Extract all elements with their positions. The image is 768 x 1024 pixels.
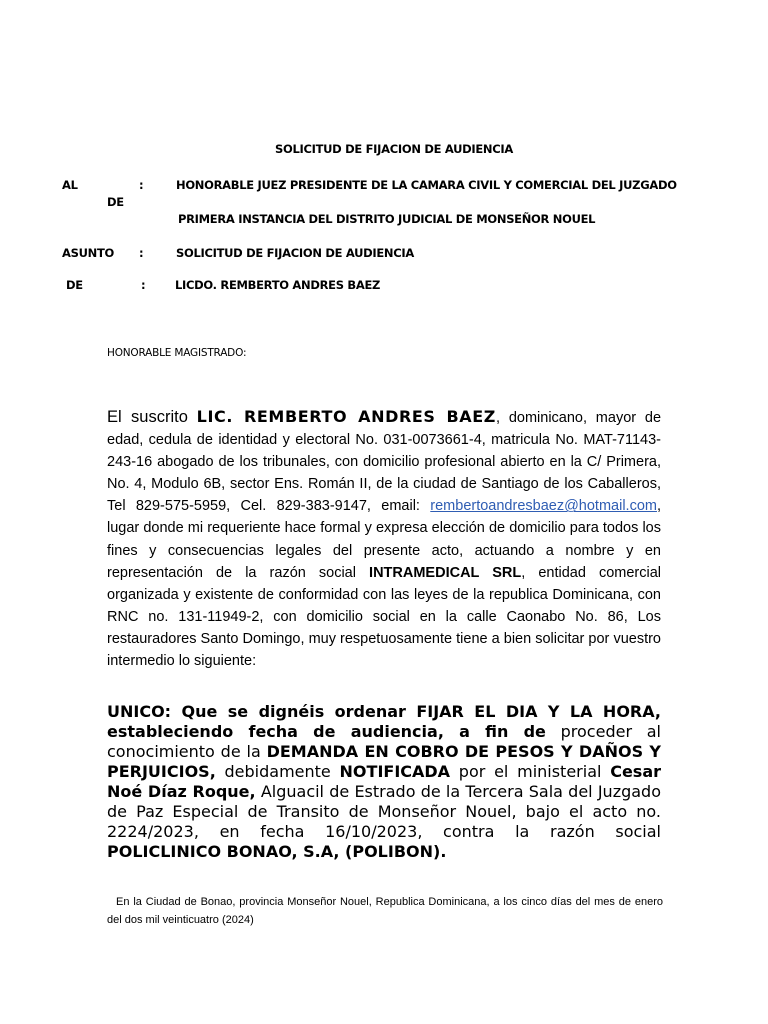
de-value: LICDO. REMBERTO ANDRES BAEZ <box>175 278 381 292</box>
email-link[interactable]: rembertoandresbaez@hotmail.com <box>430 498 657 515</box>
lawyer-name: LIC. REMBERTO ANDRES BAEZ <box>196 407 496 426</box>
de-label: DE <box>66 278 83 292</box>
body1-text-2: , lugar donde mi requeriente hace formal y expresa elección de domicilio para todos los fines y consecuencias legales del presente acto, actuando a nombre y en representación de la razón social <box>107 498 661 581</box>
body-paragraph-2 <box>107 702 661 862</box>
body-paragraph-1 <box>107 406 661 672</box>
addressee-line-2: PRIMERA INSTANCIA DEL DISTRITO JUDICIAL DE MONSEÑOR NOUEL <box>178 212 596 226</box>
body1-text-1: , dominicano, mayor de edad, cedula de identidad y electoral No. 031-0073661-4, matricula No. MAT-71143-243-16 abogado de los tribunales, con domicilio profesional abierto en la C/ Primera, No. 4, Modulo 6B, sector Ens. Román II, de la ciudad de Santiago de los Caballeros, Tel 829-575-5959, Cel. 829-383-9147, email: <box>107 410 662 515</box>
company-name: INTRAMEDICAL SRL <box>369 564 522 581</box>
salutation: HONORABLE MAGISTRADO: <box>107 347 247 359</box>
request-bold-1: UNICO: Que se dignéis ordenar FIJAR EL DIA Y LA HORA, estableciendo fecha de audiencia, a fin de <box>107 702 661 741</box>
request-text-4: Alguacil de Estrado de la Tercera Sala del Juzgado de Paz Especial de Transito de Monseñor Nouel, bajo el acto no. 2224/2023, en fecha 16/10/2023, contra la razón social <box>107 782 662 841</box>
de-colon: : <box>141 278 146 292</box>
request-bold-5: POLICLINICO BONAO, S.A, (POLIBON). <box>107 842 447 861</box>
closing-paragraph: En la Ciudad de Bonao, provincia Monseñor Nouel, Republica Dominicana, a los cinco días del mes de enero del dos mil veinticuatro (2024) <box>107 896 663 926</box>
asunto-colon: : <box>139 246 144 260</box>
request-bold-4: Cesar Noé Díaz Roque, <box>107 762 662 801</box>
al-label: AL <box>62 178 78 192</box>
document-title: SOLICITUD DE FIJACION DE AUDIENCIA <box>275 142 513 156</box>
al-colon: : <box>139 178 144 192</box>
request-bold-2: DEMANDA EN COBRO DE PESOS Y DAÑOS Y PERJUICIOS, <box>107 742 661 781</box>
body1-text-3: , entidad comercial organizada y existente de conformidad con las leyes de la republica Dominicana, con RNC no. 131-11949-2, con domicilio social en la calle Caonabo No. 86, Los restauradores Santo Domingo, muy respetuosamente tiene a bien solicitar por vuestro intermedio lo siguiente: <box>107 564 662 670</box>
request-text-2: debidamente <box>215 762 340 781</box>
asunto-value: SOLICITUD DE FIJACION DE AUDIENCIA <box>176 246 414 260</box>
request-text-1: proceder al conocimiento de la <box>107 722 662 761</box>
asunto-label: ASUNTO <box>62 246 114 260</box>
de-wrap: DE <box>107 195 124 209</box>
request-bold-3: NOTIFICADA <box>339 762 451 781</box>
addressee-line-1: HONORABLE JUEZ PRESIDENTE DE LA CAMARA CIVIL Y COMERCIAL DEL JUZGADO <box>176 178 677 192</box>
request-text-3: por el ministerial <box>450 762 611 781</box>
intro-text: El suscrito <box>107 408 188 426</box>
